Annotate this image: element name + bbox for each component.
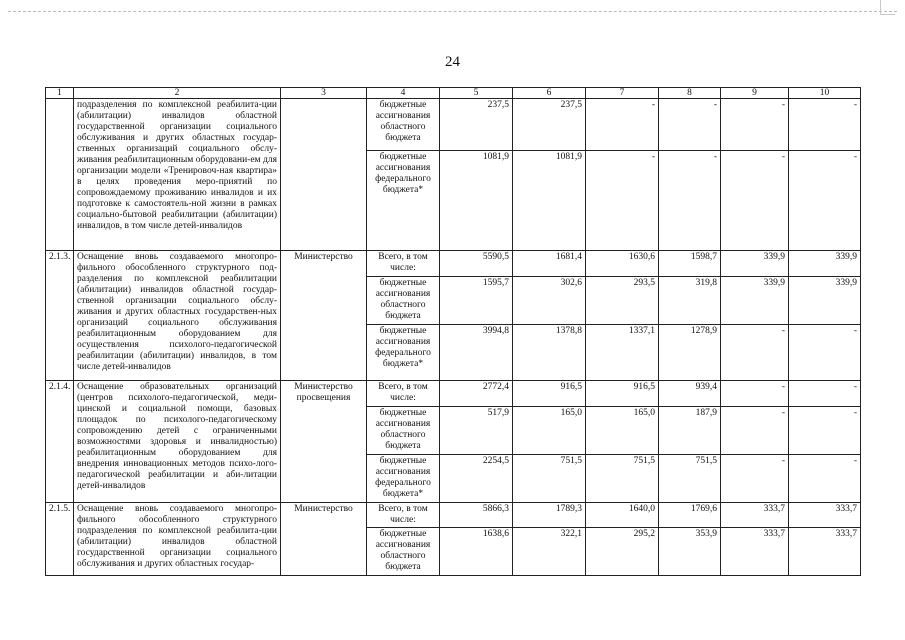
funding-value-cell: 1630,6 — [586, 251, 659, 277]
funding-value-cell: - — [789, 151, 861, 251]
funding-value-cell: 293,5 — [586, 277, 659, 325]
funding-value-cell: 517,9 — [440, 407, 513, 455]
column-number-header: 1 — [46, 88, 74, 99]
funding-value-cell: - — [789, 455, 861, 503]
page-corner-mark — [880, 0, 895, 15]
funding-value-cell: - — [721, 381, 789, 407]
measure-description-cell: Оснащение вновь создаваемого многопро-фильного обособленного структурного под-разделения по комплексной реабилитации (абилитации) инвалидов областной государ-ственной организации социального обслу-живания и других областных государствен-ных организаций социального обслуживания реабилитационным оборудованием для осуществления психолого-педагогической реабилитации (абилитации) инвалидов, в том числе детей-инвалидов — [74, 251, 281, 381]
funding-value-cell: - — [586, 99, 659, 151]
funding-value-cell: 165,0 — [586, 407, 659, 455]
funding-value-cell: 319,8 — [659, 277, 721, 325]
funding-value-cell: - — [586, 151, 659, 251]
funding-source-cell: Всего, в том числе: — [367, 503, 440, 528]
measure-description-cell: Оснащение образовательных организаций (центров психолого-педагогической, меди-цинской и социальной помощи, базовых площадок по психолого-педагогическому сопровождению детей с ограниченными возможностями здоровья и инвалидностью) реабилитационным оборудованием для внедрения инновационных методов психо-лого-педагогической реабилитации и аби-литации детей-инвалидов — [74, 381, 281, 503]
funding-value-cell: 237,5 — [513, 99, 586, 151]
funding-value-cell: 751,5 — [659, 455, 721, 503]
funding-value-cell: 1278,9 — [659, 325, 721, 381]
table-row — [46, 251, 861, 277]
funding-value-cell: 1081,9 — [440, 151, 513, 251]
funding-source-cell: Всего, в том числе: — [367, 381, 440, 407]
responsible-executor-cell — [281, 99, 367, 251]
funding-source-cell: бюджетные ассигнования областного бюджета — [367, 99, 440, 151]
column-number-header: 9 — [721, 88, 789, 99]
responsible-executor-cell: Министерство просвещения — [281, 381, 367, 503]
funding-value-cell: - — [789, 325, 861, 381]
column-number-header: 3 — [281, 88, 367, 99]
funding-source-cell: бюджетные ассигнования областного бюджета — [367, 528, 440, 576]
funding-value-cell: 1789,3 — [513, 503, 586, 528]
funding-value-cell: 237,5 — [440, 99, 513, 151]
funding-value-cell: 165,0 — [513, 407, 586, 455]
responsible-executor-cell: Министерство — [281, 503, 367, 576]
funding-value-cell: 333,7 — [789, 528, 861, 576]
item-number-cell — [46, 99, 74, 251]
funding-source-cell: бюджетные ассигнования федерального бюджета* — [367, 455, 440, 503]
funding-value-cell: 916,5 — [513, 381, 586, 407]
funding-value-cell: 1769,6 — [659, 503, 721, 528]
funding-value-cell: 751,5 — [586, 455, 659, 503]
column-number-header: 2 — [74, 88, 281, 99]
funding-value-cell: - — [721, 325, 789, 381]
funding-source-cell: бюджетные ассигнования федерального бюджета* — [367, 325, 440, 381]
funding-source-cell: бюджетные ассигнования областного бюджета — [367, 277, 440, 325]
funding-source-cell: бюджетные ассигнования федерального бюджета* — [367, 151, 440, 251]
item-number-cell: 2.1.4. — [46, 381, 74, 503]
funding-value-cell: 333,7 — [721, 528, 789, 576]
item-number-cell: 2.1.3. — [46, 251, 74, 381]
funding-value-cell: 333,7 — [789, 503, 861, 528]
column-number-header: 10 — [789, 88, 861, 99]
column-number-header: 7 — [586, 88, 659, 99]
funding-value-cell: 5866,3 — [440, 503, 513, 528]
funding-value-cell: 302,6 — [513, 277, 586, 325]
funding-value-cell: 1640,0 — [586, 503, 659, 528]
funding-value-cell: - — [659, 151, 721, 251]
funding-value-cell: 1595,7 — [440, 277, 513, 325]
funding-value-cell: 339,9 — [721, 277, 789, 325]
program-funding-table — [45, 87, 861, 576]
table-row — [46, 381, 861, 407]
funding-value-cell: 333,7 — [721, 503, 789, 528]
funding-value-cell: - — [659, 99, 721, 151]
funding-value-cell: - — [721, 151, 789, 251]
page-top-border — [8, 11, 897, 12]
funding-value-cell: 2772,4 — [440, 381, 513, 407]
funding-value-cell: 2254,5 — [440, 455, 513, 503]
funding-value-cell: - — [721, 455, 789, 503]
funding-value-cell: 1378,8 — [513, 325, 586, 381]
funding-value-cell: 1681,4 — [513, 251, 586, 277]
column-number-header-row — [46, 88, 861, 99]
funding-value-cell: 1598,7 — [659, 251, 721, 277]
responsible-executor-cell: Министерство — [281, 251, 367, 381]
table-row — [46, 99, 861, 151]
funding-value-cell: 339,9 — [721, 251, 789, 277]
funding-value-cell: 339,9 — [789, 277, 861, 325]
column-number-header: 8 — [659, 88, 721, 99]
funding-value-cell: 339,9 — [789, 251, 861, 277]
measure-description-cell: Оснащение вновь создаваемого многопро-фильного обособленного структурного подразделения по комплексной реабилита-ции (абилитации) инвалидов областной государственной организации социального обслуживания и других областных государ- — [74, 503, 281, 576]
funding-value-cell: 1337,1 — [586, 325, 659, 381]
funding-value-cell: 322,1 — [513, 528, 586, 576]
funding-value-cell: - — [789, 99, 861, 151]
funding-value-cell: 295,2 — [586, 528, 659, 576]
funding-value-cell: - — [721, 99, 789, 151]
column-number-header: 5 — [440, 88, 513, 99]
funding-value-cell: 187,9 — [659, 407, 721, 455]
funding-source-cell: Всего, в том числе: — [367, 251, 440, 277]
funding-value-cell: 1081,9 — [513, 151, 586, 251]
funding-value-cell: 939,4 — [659, 381, 721, 407]
page-number: 24 — [445, 54, 460, 70]
funding-value-cell: 1638,6 — [440, 528, 513, 576]
funding-value-cell: 353,9 — [659, 528, 721, 576]
column-number-header: 6 — [513, 88, 586, 99]
funding-value-cell: 751,5 — [513, 455, 586, 503]
funding-value-cell: - — [789, 381, 861, 407]
funding-value-cell: 916,5 — [586, 381, 659, 407]
table-row — [46, 503, 861, 528]
funding-value-cell: 3994,8 — [440, 325, 513, 381]
funding-value-cell: 5590,5 — [440, 251, 513, 277]
funding-source-cell: бюджетные ассигнования областного бюджета — [367, 407, 440, 455]
funding-value-cell: - — [721, 407, 789, 455]
funding-value-cell: - — [789, 407, 861, 455]
item-number-cell: 2.1.5. — [46, 503, 74, 576]
measure-description-cell: подразделения по комплексной реабилита-ции (абилитации) инвалидов областной государственной организации социального обслуживания и других областных государ-ственных организаций социального обслу-живания реабилитационным оборудовани-ем для организации модели «Тренировоч-ная квартира» в целях проведения меро-приятий по сопровождаемому проживанию инвалидов и их подготовке к самостоятель-ной жизни в рамках социально-бытовой реабилитации (абилитации) инвалидов, в том числе детей-инвалидов — [74, 99, 281, 251]
column-number-header: 4 — [367, 88, 440, 99]
